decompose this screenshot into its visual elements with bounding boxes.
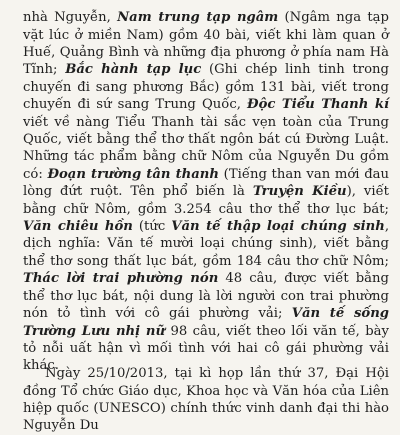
work-title: Văn tế thập loại chúng sinh: [171, 219, 385, 235]
body-text: nhà Nguyễn,: [23, 10, 118, 26]
work-title: Bắc hành tạp lục: [65, 62, 202, 78]
body-text: (tức: [132, 219, 172, 235]
work-title: Đoạn trường tân thanh: [47, 166, 219, 182]
body-text: (Ghi chép linh tinh trong chuyến đi sang phương Bắc) gồm 131 bài, viết trong chuyến đi sứ sang Trung Quốc,: [23, 62, 389, 113]
body-text: Ngày 25/10/2013, tại kì họp lần thứ 37, Đại Hội đồng Tổ chức Giáo dục, Khoa học và Văn hóa của Liên hiệp quốc (UNESCO) chính thức vinh danh đại thi hào Nguyễn Du: [23, 366, 389, 434]
work-title: Độc Tiểu Thanh kí: [247, 97, 389, 113]
body-text: , dịch nghĩa: Văn tế mười loại chúng sinh), viết bằng thể thơ song thất lục bát, gồm 184 câu thơ chữ Nôm;: [23, 219, 390, 269]
work-title: Nam trung tạp ngâm: [117, 10, 279, 26]
body-text: ), viết bằng chữ Nôm, gồm 3.254 câu thơ thể thơ lục bát;: [23, 184, 389, 217]
paragraph-works: [23, 9, 389, 375]
work-title: Thác lời trai phường nón: [23, 271, 219, 287]
body-text: (Tiếng than van mới đau lòng đứt ruột. Tên phổ biến là: [23, 166, 389, 200]
work-title: Văn tế sống Trường Lưu nhị nữ: [23, 306, 390, 339]
body-text: 48 câu, được viết bằng thể thơ lục bát, nội dung là lời người con trai phường nón tỏ tình với cô gái phường vải;: [23, 271, 389, 322]
paragraph-unesco: [23, 365, 389, 435]
body-text: viết về nàng Tiểu Thanh tài sắc vẹn toàn của Trung Quốc, viết bằng thể thơ thất ngôn bát cú Đường Luật. Những tác phẩm bằng chữ Nôm của Nguyễn Du gồm có:: [23, 114, 389, 182]
body-text: (Ngâm nga tạp vặt lúc ở miền Nam) gồm 40 bài, viết khi làm quan ở Huế, Quảng Bình và những địa phương ở phía nam Hà Tĩnh;: [23, 10, 389, 78]
work-title: Văn chiêu hồn: [23, 219, 133, 235]
body-text: 98 câu, viết theo lối văn tế, bày tỏ nỗi uất hận vì mối tình với hai cô gái phường vải khác.: [23, 323, 389, 374]
work-title: Truyện Kiều: [252, 184, 347, 200]
